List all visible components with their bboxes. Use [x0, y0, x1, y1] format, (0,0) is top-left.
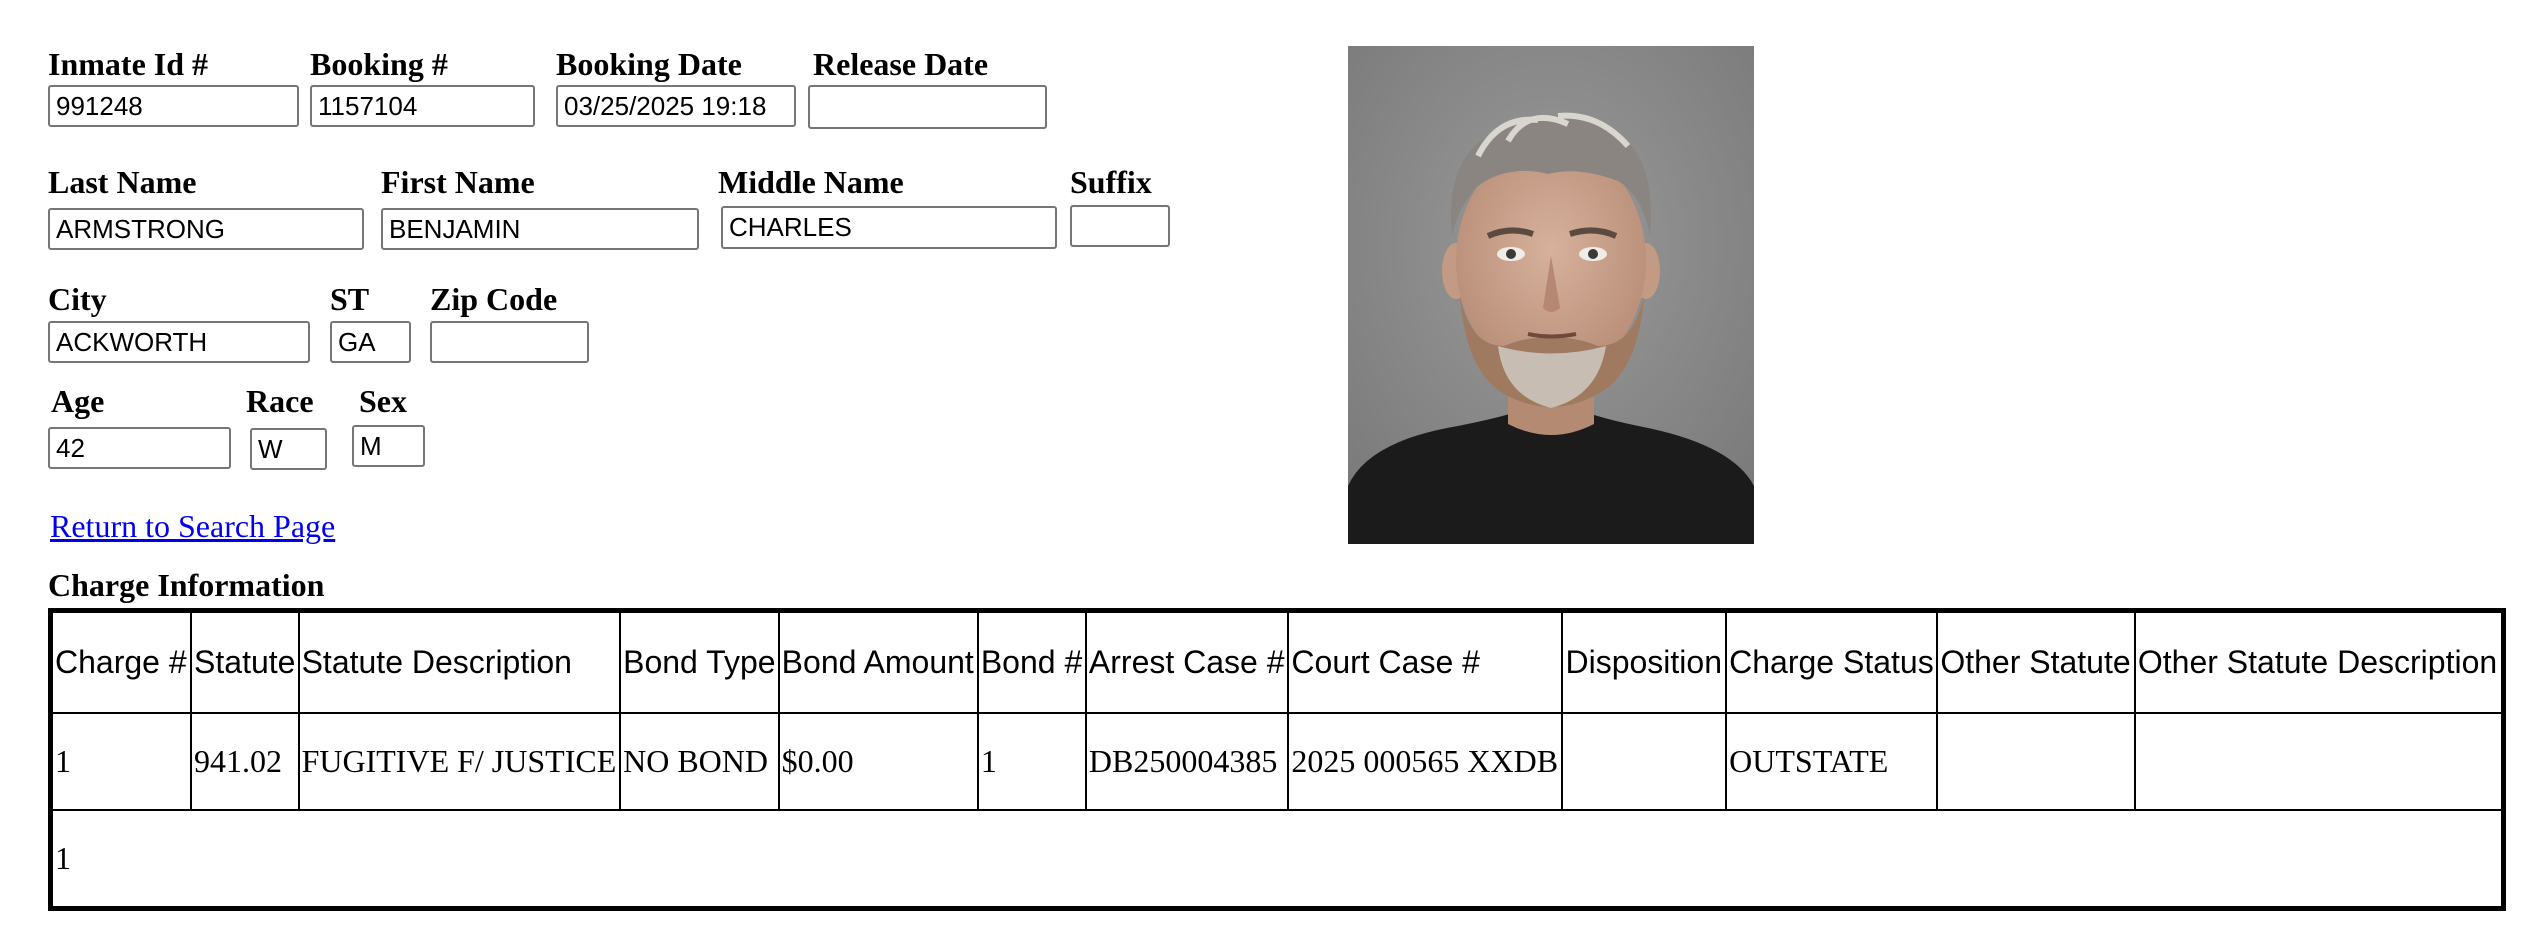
middle-name-label: Middle Name [718, 164, 904, 200]
age-field[interactable]: 42 [48, 427, 231, 469]
cell-charge-status: OUTSTATE [1727, 714, 1938, 811]
suffix-label: Suffix [1070, 164, 1152, 200]
return-to-search-link[interactable]: Return to Search Page [50, 508, 336, 544]
zip-code-label: Zip Code [430, 281, 558, 317]
inmate-mugshot-photo [1348, 46, 1754, 544]
header-other-statute-description: Other Statute Description [2136, 613, 2501, 714]
last-name-label: Last Name [48, 164, 197, 200]
header-charge-number: Charge # [53, 613, 192, 714]
header-bond-amount: Bond Amount [780, 613, 979, 714]
release-date-label: Release Date [813, 46, 989, 82]
race-label: Race [246, 383, 314, 419]
header-arrest-case-number: Arrest Case # [1087, 613, 1290, 714]
sex-label: Sex [359, 383, 407, 419]
cell-bond-type: NO BOND [621, 714, 780, 811]
booking-number-label: Booking # [310, 46, 448, 82]
header-bond-number: Bond # [979, 613, 1087, 714]
cell-arrest-case-number: DB250004385 [1087, 714, 1290, 811]
state-label: ST [330, 281, 370, 317]
state-field[interactable]: GA [330, 321, 411, 363]
booking-number-field[interactable]: 1157104 [310, 85, 535, 127]
header-bond-type: Bond Type [621, 613, 780, 714]
header-court-case-number: Court Case # [1289, 613, 1563, 714]
booking-date-field[interactable]: 03/25/2025 19:18 [556, 85, 796, 127]
charge-information-heading: Charge Information [48, 567, 325, 603]
header-charge-status: Charge Status [1727, 613, 1938, 714]
cell-other-statute-description [2136, 714, 2501, 811]
header-disposition: Disposition [1563, 613, 1727, 714]
inmate-id-field[interactable]: 991248 [48, 85, 299, 127]
suffix-field[interactable] [1070, 205, 1170, 247]
cell-other-statute [1938, 714, 2136, 811]
first-name-field[interactable]: BENJAMIN [381, 208, 699, 250]
zip-code-field[interactable] [430, 321, 589, 363]
sex-field[interactable]: M [352, 425, 425, 467]
cell-court-case-number: 2025 000565 XXDB [1289, 714, 1563, 811]
cell-bond-amount: $0.00 [780, 714, 979, 811]
table-footer-row [53, 811, 2501, 906]
charge-table-header-row [53, 613, 2501, 714]
header-other-statute: Other Statute [1938, 613, 2136, 714]
last-name-field[interactable]: ARMSTRONG [48, 208, 364, 250]
age-label: Age [51, 383, 105, 419]
header-statute: Statute [192, 613, 300, 714]
cell-footer-count: 1 [55, 840, 71, 876]
cell-bond-number: 1 [979, 714, 1087, 811]
cell-statute-description: FUGITIVE F/ JUSTICE [300, 714, 622, 811]
table-row [53, 714, 2501, 811]
mugshot-icon [1348, 46, 1754, 544]
cell-charge-number: 1 [53, 714, 192, 811]
release-date-field[interactable] [808, 85, 1047, 129]
first-name-label: First Name [381, 164, 535, 200]
charge-table [48, 608, 2506, 911]
cell-statute: 941.02 [192, 714, 300, 811]
cell-disposition [1563, 714, 1727, 811]
city-label: City [48, 281, 107, 317]
middle-name-field[interactable]: CHARLES [721, 206, 1057, 249]
header-statute-description: Statute Description [300, 613, 622, 714]
city-field[interactable]: ACKWORTH [48, 321, 310, 363]
booking-date-label: Booking Date [556, 46, 742, 82]
inmate-id-label: Inmate Id # [48, 46, 209, 82]
race-field[interactable]: W [250, 428, 327, 470]
